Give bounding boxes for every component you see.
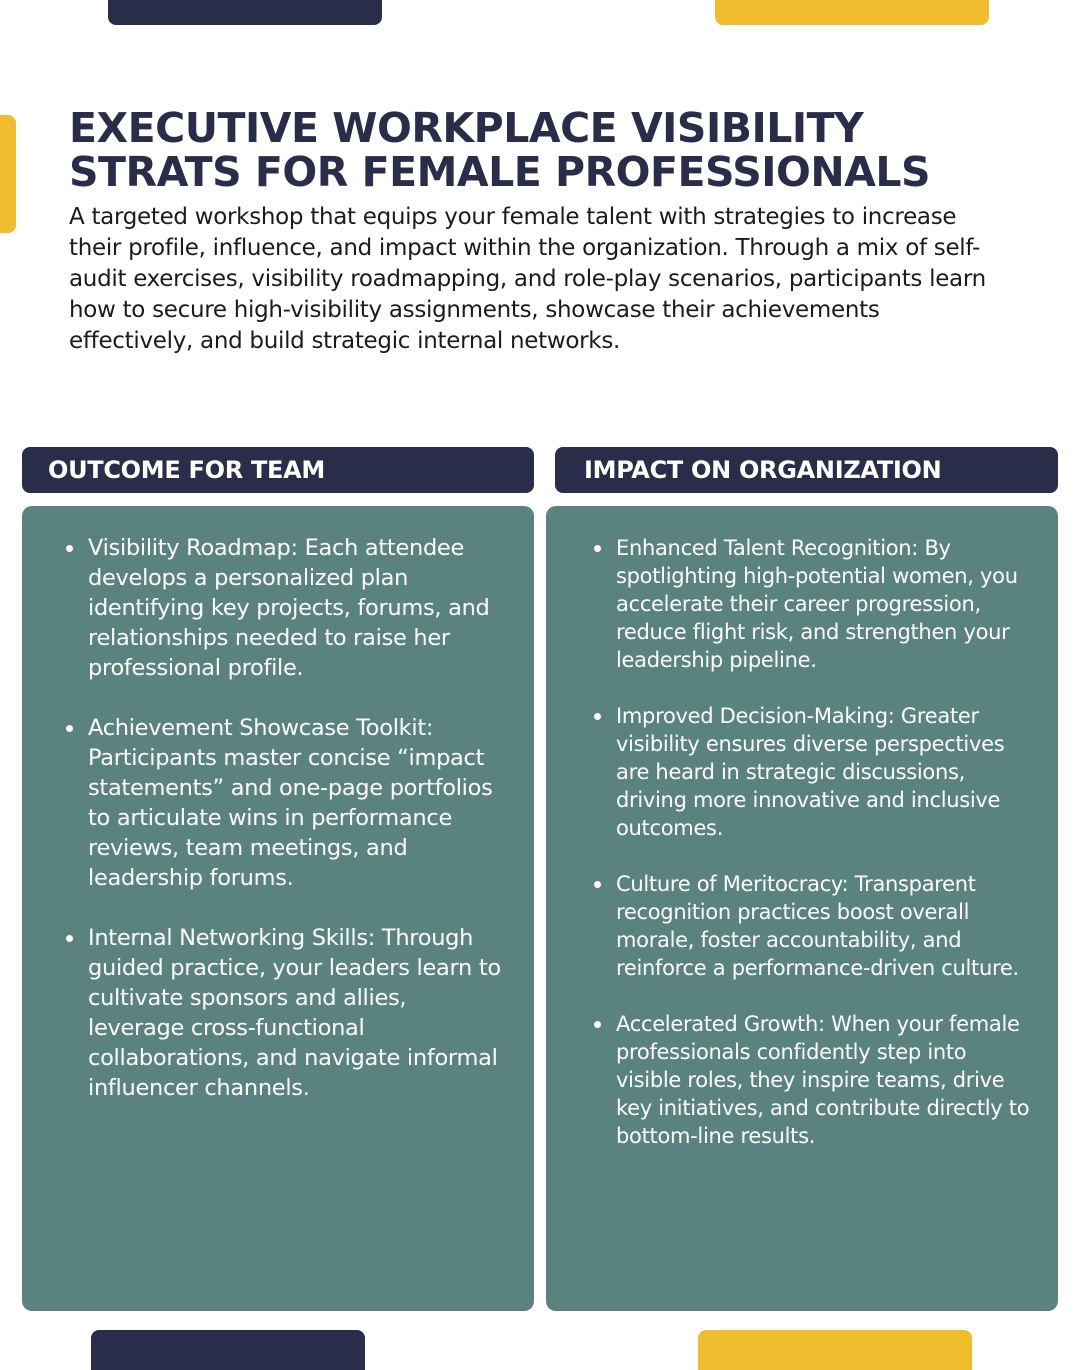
outcome-list-item: Achievement Showcase Toolkit: Participants master concise “impact statements” and one-page portfolios to articulate wins in performance reviews, team meetings, and leadership forums. — [88, 713, 508, 893]
intro-paragraph: A targeted workshop that equips your female talent with strategies to increase their profile, influence, and impact within the organization. Through a mix of self-audit exercises, visibility roadmapping, and role-play scenarios, participants learn how to secure high-visibility assignments, showcase their achievements effectively, and build strategic internal networks. — [69, 204, 986, 354]
decorative-tab-yellow-top — [715, 0, 989, 25]
outcome-list — [88, 533, 508, 1133]
page-title-line-2: STRATS FOR FEMALE PROFESSIONALS — [69, 148, 931, 196]
impact-list-item: Accelerated Growth: When your female professionals confidently step into visible roles, they inspire teams, drive key initiatives, and contribute directly to bottom-line results. — [616, 1010, 1036, 1150]
page-title — [69, 106, 1029, 194]
outcome-for-team-panel — [22, 506, 534, 1311]
impact-on-organization-heading: IMPACT ON ORGANIZATION — [555, 447, 1058, 493]
page-title-line-1: EXECUTIVE WORKPLACE VISIBILITY — [69, 104, 864, 152]
decorative-tab-navy-bottom — [91, 1330, 365, 1370]
decorative-tab-navy-top — [108, 0, 382, 25]
outcome-list-item: Visibility Roadmap: Each attendee develops a personalized plan identifying key projects, forums, and relationships needed to raise her professional profile. — [88, 533, 508, 683]
decorative-tab-yellow-side — [0, 115, 16, 233]
impact-list-item: Culture of Meritocracy: Transparent recognition practices boost overall morale, foster accountability, and reinforce a performance-driven culture. — [616, 870, 1036, 982]
decorative-tab-yellow-bottom — [698, 1330, 972, 1370]
outcome-list-item: Internal Networking Skills: Through guided practice, your leaders learn to cultivate sponsors and allies, leverage cross-functional collaborations, and navigate informal influencer channels. — [88, 923, 508, 1103]
impact-list-item: Enhanced Talent Recognition: By spotlighting high-potential women, you accelerate their career progression, reduce flight risk, and strengthen your leadership pipeline. — [616, 534, 1036, 674]
impact-list — [616, 534, 1036, 1178]
impact-list-item: Improved Decision-Making: Greater visibility ensures diverse perspectives are heard in strategic discussions, driving more innovative and inclusive outcomes. — [616, 702, 1036, 842]
impact-on-organization-panel — [546, 506, 1058, 1311]
outcome-for-team-heading: OUTCOME FOR TEAM — [22, 447, 534, 493]
